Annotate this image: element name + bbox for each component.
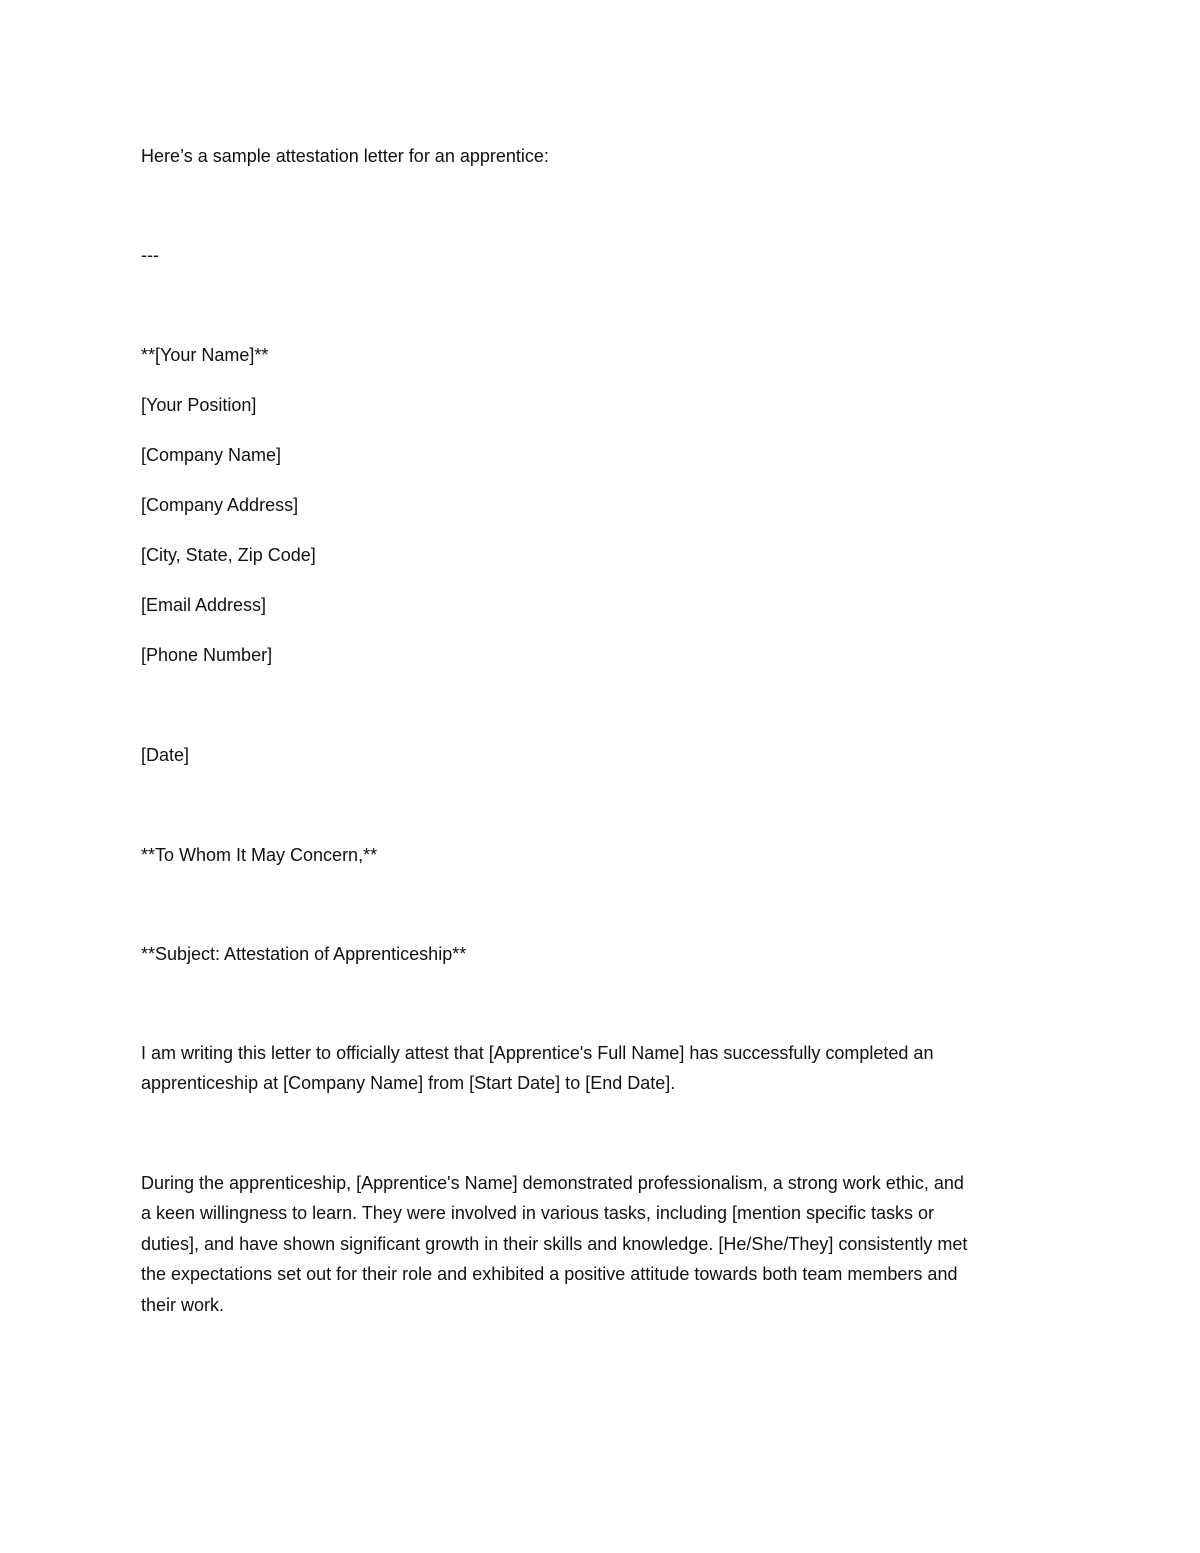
paragraph-line: their work. bbox=[141, 1294, 225, 1315]
subject-line: **Subject: Attestation of Apprenticeship** bbox=[141, 944, 467, 964]
paragraph-line: apprenticeship at [Company Name] from [Start Date] to [End Date]. bbox=[141, 1073, 676, 1094]
sender-city-state-zip: [City, State, Zip Code] bbox=[141, 545, 316, 565]
paragraph-line: During the apprenticeship, [Apprentice's Name] demonstrated professionalism, a strong work ethic, and bbox=[141, 1173, 964, 1193]
body-paragraph-2 bbox=[141, 1168, 1066, 1320]
paragraph-line: duties], and have shown significant growth in their skills and knowledge. [He/She/They] consistently met bbox=[141, 1233, 968, 1254]
sender-phone: [Phone Number] bbox=[141, 645, 273, 665]
sender-email: [Email Address] bbox=[141, 595, 267, 615]
paragraph-line: the expectations set out for their role and exhibited a positive attitude towards both team members and bbox=[141, 1264, 958, 1285]
letter-date: [Date] bbox=[141, 745, 190, 765]
paragraph-line: a keen willingness to learn. They were involved in various tasks, including [mention specific tasks or bbox=[141, 1203, 935, 1224]
paragraph-line: I am writing this letter to officially attest that [Apprentice's Full Name] has successfully completed an bbox=[141, 1043, 934, 1063]
intro-line: Here’s a sample attestation letter for an apprentice: bbox=[141, 146, 549, 166]
sender-position: [Your Position] bbox=[141, 395, 257, 415]
sender-name: **[Your Name]** bbox=[141, 345, 269, 365]
sender-address: [Company Address] bbox=[141, 495, 299, 515]
sender-company: [Company Name] bbox=[141, 445, 282, 465]
body-paragraph-1 bbox=[141, 1038, 1066, 1099]
separator-line: --- bbox=[141, 245, 159, 265]
salutation: **To Whom It May Concern,** bbox=[141, 845, 378, 865]
